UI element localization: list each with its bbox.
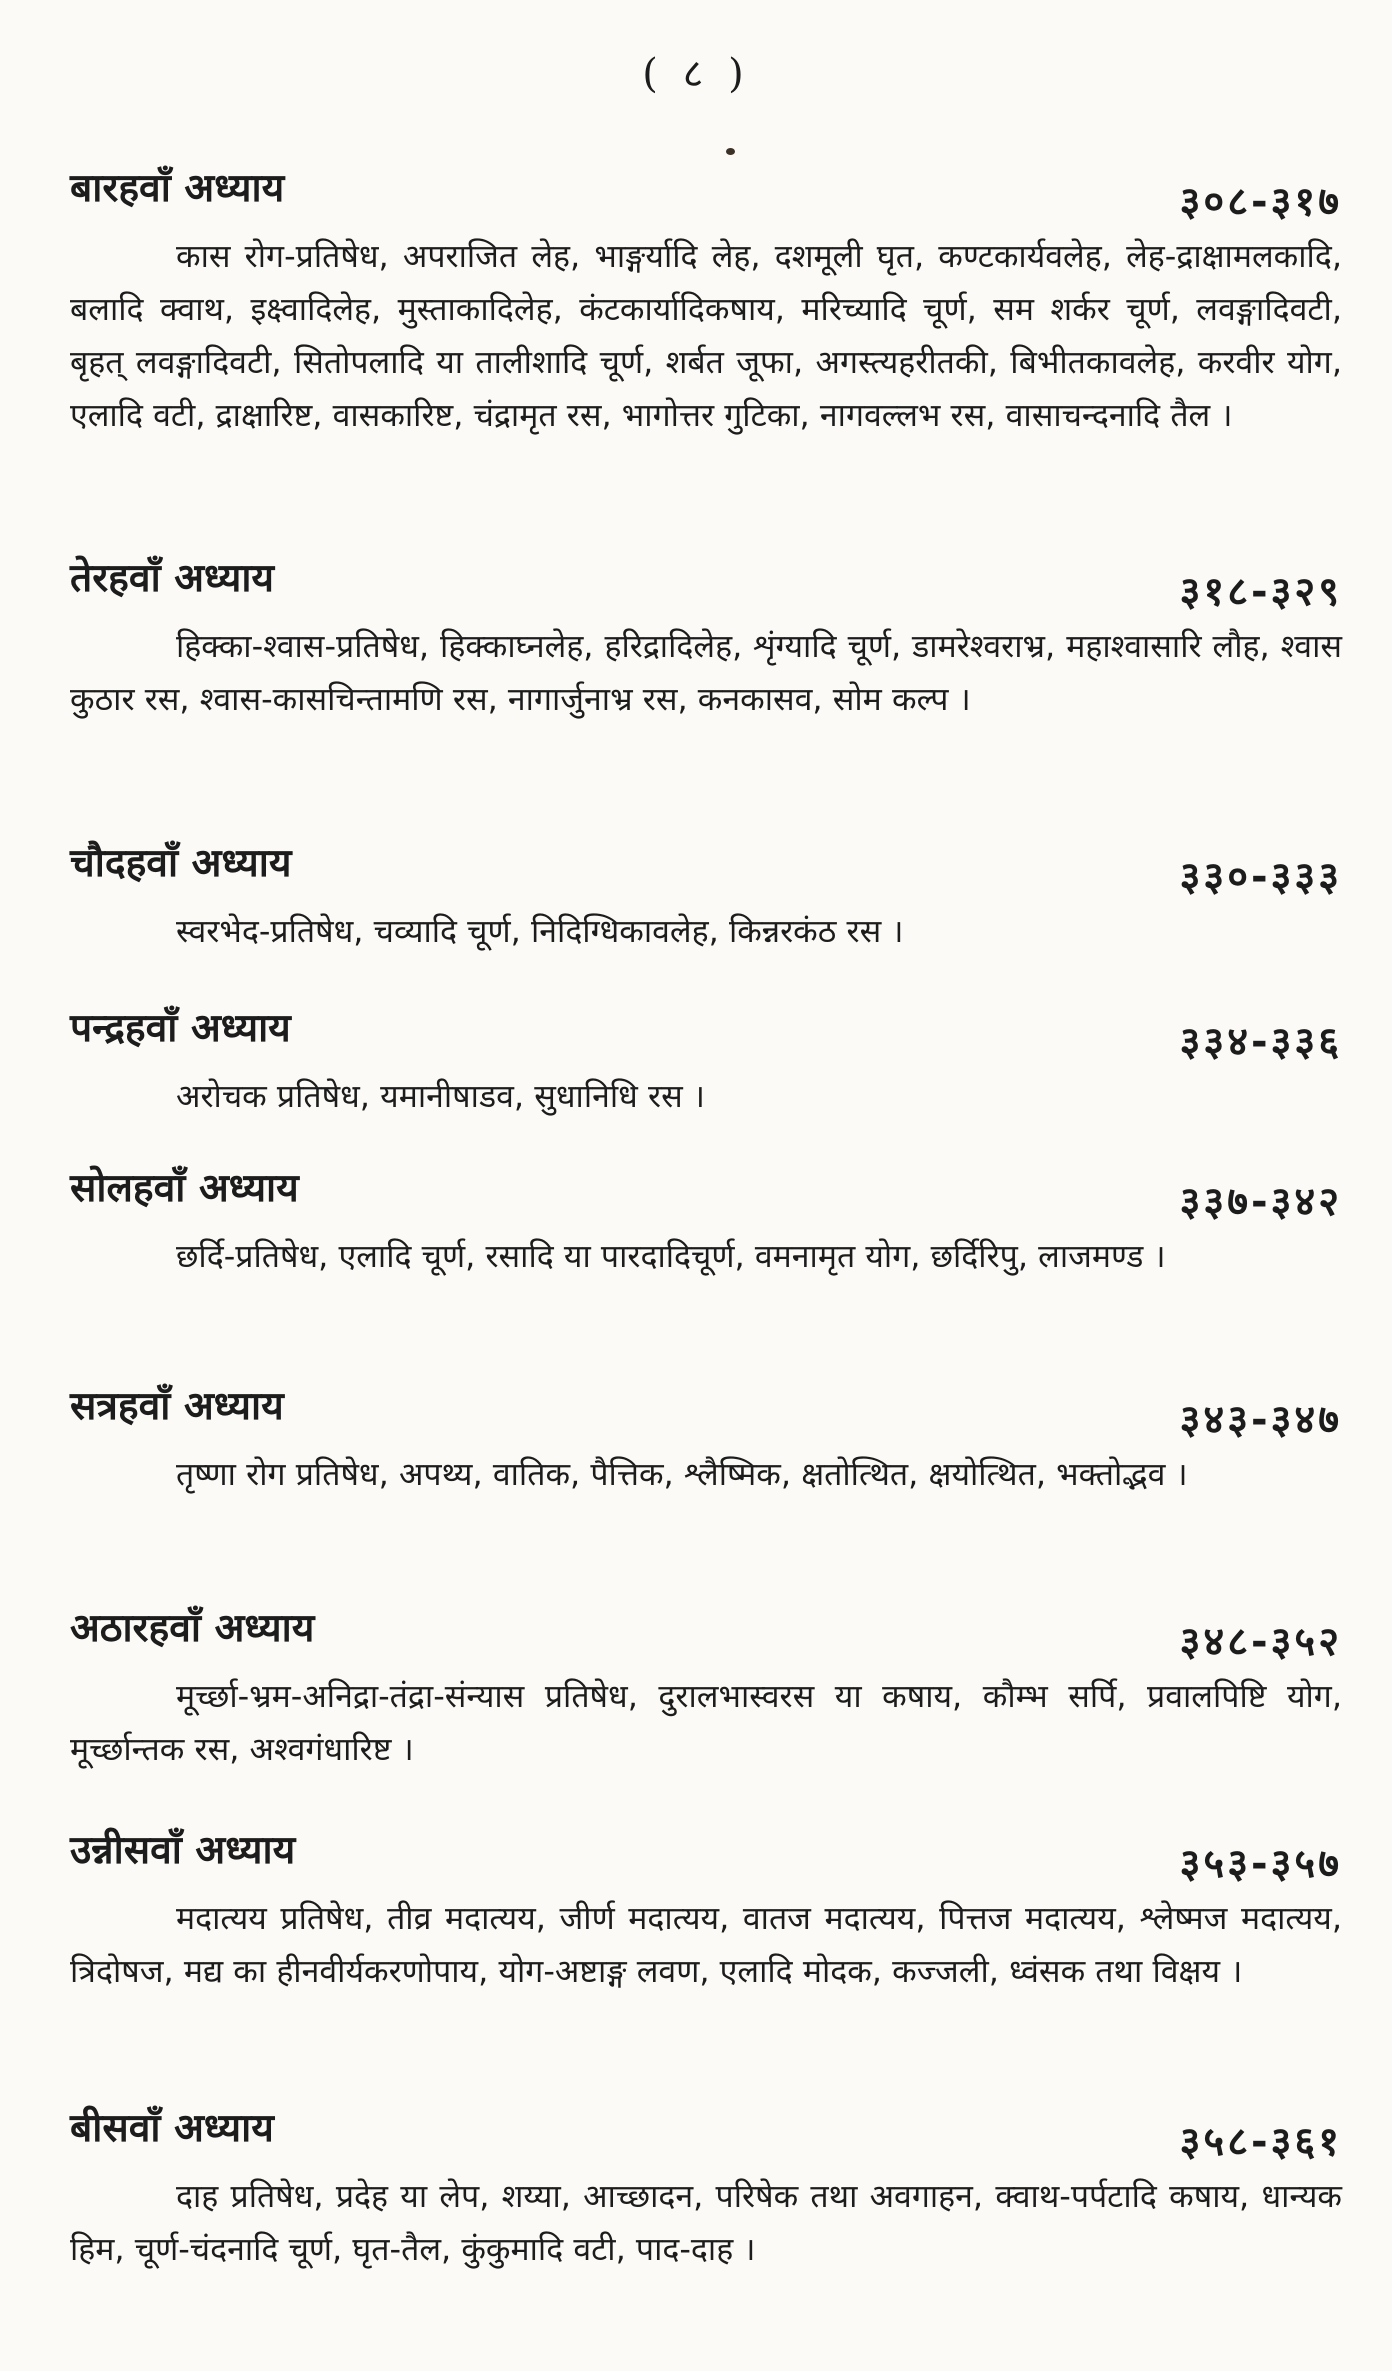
chapter-title: सोलहवाँ अध्याय: [70, 1166, 299, 1211]
chapter-contents: कास रोग-प्रतिषेध, अपराजित लेह, भाङ्गर्यादि लेह, दशमूली घृत, कण्टकार्यवलेह, लेह-द्राक्षामलकादि, बलादि क्वाथ, इक्ष्वादिलेह, मुस्ताकादिलेह, कंटकार्यादिकषाय, मरिच्यादि चूर्ण, सम शर्कर चूर्ण, लवङ्गादिवटी, बृहत् लवङ्गादिवटी, सितोपलादि या तालीशादि चूर्ण, शर्बत जूफा, अगस्त्यहरीतकी, बिभीतकावलेह, करवीर योग, एलादि वटी, द्राक्षारिष्ट, वासकारिष्ट, चंद्रामृत रस, भागोत्तर गुटिका, नागवल्लभ रस, वासाचन्दनादि तैल ।: [70, 237, 1342, 434]
chapter-page-range: ३३४-३३६: [1179, 1019, 1342, 1065]
chapter-page-range: ३०८-३१७: [1179, 179, 1342, 225]
chapter-contents: छर्दि-प्रतिषेध, एलादि चूर्ण, रसादि या पारदादिचूर्ण, वमनामृत योग, छर्दिरिपु, लाजमण्ड ।: [176, 1237, 1166, 1275]
chapter-page-range: ३४३-३४७: [1179, 1397, 1342, 1443]
chapter-section: [70, 160, 1342, 442]
chapter-contents: अरोचक प्रतिषेध, यमानीषाडव, सुधानिधि रस ।: [176, 1077, 706, 1115]
chapter-title: सत्रहवाँ अध्याय: [70, 1384, 284, 1429]
chapter-contents: मूर्च्छा-भ्रम-अनिद्रा-तंद्रा-संन्यास प्रतिषेध, दुरालभास्वरस या कषाय, कौम्भ सर्पि, प्रवालपिष्टि योग, मूर्च्छान्तक रस, अश्वगंधारिष्ट ।: [70, 1677, 1342, 1768]
chapter-contents: स्वरभेद-प्रतिषेध, चव्यादि चूर्ण, निदिग्धिकावलेह, किन्नरकंठ रस ।: [176, 912, 904, 950]
chapter-page-range: ३३७-३४२: [1179, 1179, 1342, 1225]
chapter-page-range: ३४८-३५२: [1179, 1619, 1342, 1665]
chapter-page-range: ३५३-३५७: [1179, 1841, 1342, 1887]
chapter-section: [70, 550, 1342, 726]
chapter-title: बीसवाँ अध्याय: [70, 2106, 274, 2151]
chapter-page-range: ३५८-३६१: [1179, 2119, 1342, 2165]
chapter-page-range: ३१८-३२९: [1179, 569, 1342, 615]
chapter-contents: मदात्यय प्रतिषेध, तीव्र मदात्यय, जीर्ण मदात्यय, वातज मदात्यय, पित्तज मदात्यय, श्लेष्मज मदात्यय, त्रिदोषज, मद्य का हीनवीर्यकरणोपाय, योग-अष्टाङ्ग लवण, एलादि मोदक, कज्जली, ध्वंसक तथा विक्षय ।: [70, 1899, 1342, 1990]
chapter-title: बारहवाँ अध्याय: [70, 166, 285, 211]
chapter-title: अठारहवाँ अध्याय: [70, 1606, 315, 1651]
chapter-contents: हिक्का-श्वास-प्रतिषेध, हिक्काघ्नलेह, हरिद्रादिलेह, शृंग्यादि चूर्ण, डामरेश्वराभ्र, महाश्वासारि लौह, श्वास कुठार रस, श्वास-कासचिन्तामणि रस, नागार्जुनाभ्र रस, कनकासव, सोम कल्प ।: [70, 627, 1342, 718]
page-number: ( ८ ): [642, 51, 750, 97]
chapter-title: उन्नीसवाँ अध्याय: [70, 1828, 296, 1873]
chapter-section: [70, 1822, 1342, 1998]
chapter-section: [70, 1160, 1342, 1283]
chapter-section: [70, 1600, 1342, 1776]
chapter-section: [70, 835, 1342, 958]
chapter-contents: तृष्णा रोग प्रतिषेध, अपथ्य, वातिक, पैत्तिक, श्लैष्मिक, क्षतोत्थित, क्षयोत्थित, भक्तोद्भव ।: [176, 1455, 1188, 1493]
chapter-title: पन्द्रहवाँ अध्याय: [70, 1006, 291, 1051]
chapter-section: [70, 1378, 1342, 1501]
chapter-section: [70, 1000, 1342, 1123]
chapter-contents: दाह प्रतिषेध, प्रदेह या लेप, शय्या, आच्छादन, परिषेक तथा अवगाहन, क्वाथ-पर्पटादि कषाय, धान्यक हिम, चूर्ण-चंदनादि चूर्ण, घृत-तैल, कुंकुमादि वटी, पाद-दाह ।: [70, 2177, 1342, 2268]
ink-spot: [726, 148, 735, 155]
chapter-section: [70, 2100, 1342, 2276]
chapter-page-range: ३३०-३३३: [1179, 854, 1342, 900]
chapter-title: तेरहवाँ अध्याय: [70, 556, 275, 601]
chapter-title: चौदहवाँ अध्याय: [70, 841, 292, 886]
